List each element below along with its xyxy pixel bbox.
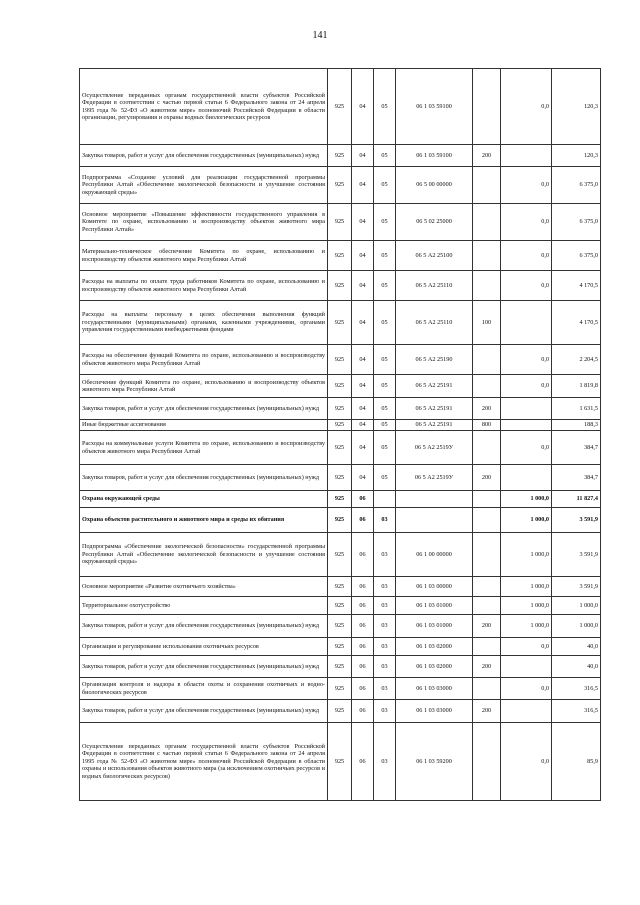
amount-2-cell: 316,5 — [552, 678, 601, 700]
target-article-cell: 06 5 А2 25110 — [396, 271, 473, 301]
table-row — [80, 301, 601, 345]
subsection-code-cell: 03 — [374, 577, 396, 597]
expense-type-cell — [473, 638, 501, 656]
amount-2-cell: 4 170,5 — [552, 271, 601, 301]
section-code-cell: 04 — [352, 145, 374, 167]
table-row — [80, 638, 601, 656]
expense-name-cell: Расходы на выплаты по оплате труда работников Комитета по охране, использованию и воспроизводству объектов животного мира Республики Алтай — [80, 271, 328, 301]
amount-2-cell: 384,7 — [552, 465, 601, 491]
expense-type-cell: 200 — [473, 615, 501, 638]
expense-type-cell — [473, 723, 501, 801]
amount-2-cell: 3 591,9 — [552, 533, 601, 577]
amount-1-cell — [501, 656, 552, 678]
expense-name-cell: Подпрограмма «Обеспечение экологической безопасности» государственной программы Республики Алтай «Обеспечение экологической безопасности и улучшение состояния окружающей среды» — [80, 533, 328, 577]
section-code-cell: 04 — [352, 69, 374, 145]
amount-1-cell: 1 000,0 — [501, 491, 552, 508]
expense-type-cell — [473, 533, 501, 577]
section-code-cell: 04 — [352, 398, 374, 420]
section-code-cell: 06 — [352, 533, 374, 577]
section-code-cell: 06 — [352, 491, 374, 508]
subsection-code-cell: 03 — [374, 508, 396, 533]
target-article-cell: 06 5 А2 2519У — [396, 465, 473, 491]
subsection-code-cell: 03 — [374, 638, 396, 656]
expense-name-cell: Охрана окружающей среды — [80, 491, 328, 508]
amount-2-cell: 384,7 — [552, 431, 601, 465]
administrator-code-cell: 925 — [328, 508, 352, 533]
administrator-code-cell: 925 — [328, 678, 352, 700]
amount-2-cell: 4 170,5 — [552, 301, 601, 345]
expense-type-cell: 200 — [473, 398, 501, 420]
table-row — [80, 271, 601, 301]
expense-type-cell — [473, 271, 501, 301]
table-row — [80, 678, 601, 700]
expense-type-cell — [473, 375, 501, 398]
table-row — [80, 723, 601, 801]
section-code-cell: 06 — [352, 597, 374, 615]
expense-name-cell: Закупка товаров, работ и услуг для обеспечения государственных (муниципальных) нужд — [80, 398, 328, 420]
amount-1-cell: 0,0 — [501, 638, 552, 656]
subsection-code-cell: 03 — [374, 723, 396, 801]
target-article-cell: 06 5 А2 25191 — [396, 375, 473, 398]
expense-name-cell: Материально-техническое обеспечение Комитета по охране, использованию и воспроизводству объектов животного мира Республики Алтай — [80, 241, 328, 271]
section-code-cell: 06 — [352, 577, 374, 597]
expense-name-cell: Закупка товаров, работ и услуг для обеспечения государственных (муниципальных) нужд — [80, 615, 328, 638]
target-article-cell: 06 1 03 03000 — [396, 700, 473, 723]
subsection-code-cell: 03 — [374, 700, 396, 723]
amount-1-cell: 0,0 — [501, 345, 552, 375]
target-article-cell — [396, 508, 473, 533]
amount-2-cell: 316,5 — [552, 700, 601, 723]
target-article-cell: 06 5 А2 25100 — [396, 241, 473, 271]
target-article-cell: 06 1 03 59100 — [396, 69, 473, 145]
amount-1-cell: 1 000,0 — [501, 615, 552, 638]
expense-name-cell: Обеспечение функций Комитета по охране, использованию и воспроизводству объектов животного мира Республики Алтай — [80, 375, 328, 398]
amount-2-cell: 40,0 — [552, 638, 601, 656]
table-row — [80, 508, 601, 533]
section-code-cell: 04 — [352, 431, 374, 465]
expense-name-cell: Осуществление переданных органам государственной власти субъектов Российской Федерации в соответствии с частью первой статьи 6 Федерального закона от 24 апреля 1995 года № 52-ФЗ «О животном мире» полномочий Российской Федерации в области организации, регулирования и охраны водных биологических ресурсов — [80, 69, 328, 145]
administrator-code-cell: 925 — [328, 301, 352, 345]
section-code-cell: 06 — [352, 723, 374, 801]
expense-type-cell — [473, 491, 501, 508]
table-row — [80, 420, 601, 431]
table-row — [80, 431, 601, 465]
expense-type-cell — [473, 167, 501, 204]
section-code-cell: 04 — [352, 241, 374, 271]
budget-table — [79, 68, 601, 801]
amount-1-cell — [501, 465, 552, 491]
amount-2-cell: 1 000,0 — [552, 597, 601, 615]
expense-name-cell: Расходы на обеспечение функций Комитета по охране, использованию и воспроизводству объектов животного мира Республики Алтай — [80, 345, 328, 375]
target-article-cell: 06 5 А2 25190 — [396, 345, 473, 375]
table-row — [80, 491, 601, 508]
target-article-cell: 06 5 А2 25191 — [396, 420, 473, 431]
expense-name-cell: Иные бюджетные ассигнования — [80, 420, 328, 431]
subsection-code-cell: 05 — [374, 271, 396, 301]
subsection-code-cell: 05 — [374, 241, 396, 271]
administrator-code-cell: 925 — [328, 271, 352, 301]
subsection-code-cell: 05 — [374, 301, 396, 345]
administrator-code-cell: 925 — [328, 375, 352, 398]
amount-2-cell: 85,9 — [552, 723, 601, 801]
subsection-code-cell: 05 — [374, 431, 396, 465]
amount-2-cell: 2 204,5 — [552, 345, 601, 375]
amount-1-cell — [501, 398, 552, 420]
table-row — [80, 69, 601, 145]
target-article-cell: 06 1 03 59100 — [396, 145, 473, 167]
expense-name-cell: Закупка товаров, работ и услуг для обеспечения государственных (муниципальных) нужд — [80, 700, 328, 723]
administrator-code-cell: 925 — [328, 465, 352, 491]
subsection-code-cell: 05 — [374, 167, 396, 204]
budget-table-body — [80, 69, 601, 801]
target-article-cell: 06 5 00 00000 — [396, 167, 473, 204]
administrator-code-cell: 925 — [328, 723, 352, 801]
table-row — [80, 204, 601, 241]
target-article-cell: 06 5 А2 25110 — [396, 301, 473, 345]
target-article-cell: 06 1 03 01000 — [396, 597, 473, 615]
amount-2-cell: 6 375,0 — [552, 167, 601, 204]
subsection-code-cell: 05 — [374, 145, 396, 167]
table-row — [80, 656, 601, 678]
expense-name-cell: Организация контроля и надзора в области охоты и сохранения охотничьих и водно-биологических ресурсов — [80, 678, 328, 700]
administrator-code-cell: 925 — [328, 420, 352, 431]
section-code-cell: 06 — [352, 508, 374, 533]
expense-type-cell: 200 — [473, 465, 501, 491]
target-article-cell: 06 5 А2 2519У — [396, 431, 473, 465]
administrator-code-cell: 925 — [328, 145, 352, 167]
subsection-code-cell: 05 — [374, 69, 396, 145]
subsection-code-cell: 03 — [374, 678, 396, 700]
expense-type-cell: 100 — [473, 301, 501, 345]
amount-2-cell: 188,3 — [552, 420, 601, 431]
administrator-code-cell: 925 — [328, 398, 352, 420]
expense-type-cell — [473, 204, 501, 241]
subsection-code-cell: 05 — [374, 465, 396, 491]
section-code-cell: 04 — [352, 420, 374, 431]
subsection-code-cell: 05 — [374, 204, 396, 241]
expense-name-cell: Основное мероприятие «Развитие охотничьего хозяйства» — [80, 577, 328, 597]
expense-name-cell: Основное мероприятие «Повышение эффективности государственного управления в Комитете по охране, использованию и воспроизводству объектов животного мира Республики Алтай» — [80, 204, 328, 241]
subsection-code-cell: 05 — [374, 420, 396, 431]
section-code-cell: 04 — [352, 375, 374, 398]
target-article-cell: 06 1 03 02000 — [396, 638, 473, 656]
subsection-code-cell: 03 — [374, 533, 396, 577]
expense-name-cell: Закупка товаров, работ и услуг для обеспечения государственных (муниципальных) нужд — [80, 145, 328, 167]
amount-2-cell: 1 000,0 — [552, 615, 601, 638]
expense-type-cell — [473, 431, 501, 465]
administrator-code-cell: 925 — [328, 597, 352, 615]
table-row — [80, 345, 601, 375]
amount-1-cell: 0,0 — [501, 723, 552, 801]
section-code-cell: 06 — [352, 678, 374, 700]
amount-2-cell: 11 827,4 — [552, 491, 601, 508]
target-article-cell — [396, 491, 473, 508]
target-article-cell: 06 1 03 03000 — [396, 678, 473, 700]
amount-2-cell: 3 591,9 — [552, 577, 601, 597]
expense-name-cell: Территориальное охотустройство — [80, 597, 328, 615]
amount-1-cell: 0,0 — [501, 375, 552, 398]
administrator-code-cell: 925 — [328, 167, 352, 204]
expense-name-cell: Закупка товаров, работ и услуг для обеспечения государственных (муниципальных) нужд — [80, 465, 328, 491]
administrator-code-cell: 925 — [328, 431, 352, 465]
amount-1-cell: 1 000,0 — [501, 597, 552, 615]
administrator-code-cell: 925 — [328, 615, 352, 638]
expense-type-cell — [473, 577, 501, 597]
section-code-cell: 06 — [352, 656, 374, 678]
amount-2-cell: 1 819,8 — [552, 375, 601, 398]
subsection-code-cell: 05 — [374, 398, 396, 420]
section-code-cell: 06 — [352, 638, 374, 656]
table-row — [80, 398, 601, 420]
amount-1-cell: 0,0 — [501, 69, 552, 145]
amount-2-cell: 3 591,9 — [552, 508, 601, 533]
administrator-code-cell: 925 — [328, 638, 352, 656]
administrator-code-cell: 925 — [328, 241, 352, 271]
expense-type-cell — [473, 678, 501, 700]
expense-name-cell: Организация и регулирование использования охотничьих ресурсов — [80, 638, 328, 656]
table-row — [80, 167, 601, 204]
amount-2-cell: 1 631,5 — [552, 398, 601, 420]
amount-1-cell: 0,0 — [501, 431, 552, 465]
target-article-cell: 06 1 03 02000 — [396, 656, 473, 678]
expense-name-cell: Закупка товаров, работ и услуг для обеспечения государственных (муниципальных) нужд — [80, 656, 328, 678]
administrator-code-cell: 925 — [328, 700, 352, 723]
expense-type-cell: 200 — [473, 656, 501, 678]
table-row — [80, 597, 601, 615]
expense-name-cell: Осуществление переданных органам государственной власти субъектов Российской Федерации в соответствии с частью первой статьи 6 Федерального закона от 24 апреля 1995 года № 52-ФЗ «О животном мире» полномочий Российской Федерации в области охраны и использования объектов животного мира (за исключением охотничьих ресурсов и водных биологических ресурсов) — [80, 723, 328, 801]
amount-1-cell: 0,0 — [501, 241, 552, 271]
administrator-code-cell: 925 — [328, 345, 352, 375]
table-row — [80, 465, 601, 491]
table-row — [80, 145, 601, 167]
expense-name-cell: Расходы на выплаты персоналу в целях обеспечения выполнения функций государственными (муниципальными) органами, казенными учреждениями, органами управления государственными внебюджетными фондами — [80, 301, 328, 345]
administrator-code-cell: 925 — [328, 577, 352, 597]
amount-1-cell: 0,0 — [501, 204, 552, 241]
subsection-code-cell: 05 — [374, 375, 396, 398]
subsection-code-cell: 03 — [374, 597, 396, 615]
amount-1-cell: 0,0 — [501, 167, 552, 204]
amount-1-cell — [501, 301, 552, 345]
subsection-code-cell: 05 — [374, 345, 396, 375]
expense-name-cell: Расходы на коммунальные услуги Комитета по охране, использованию и воспроизводству объектов животного мира Республики Алтай — [80, 431, 328, 465]
table-row — [80, 375, 601, 398]
section-code-cell: 06 — [352, 700, 374, 723]
section-code-cell: 04 — [352, 271, 374, 301]
subsection-code-cell — [374, 491, 396, 508]
expense-type-cell — [473, 508, 501, 533]
expense-type-cell: 200 — [473, 700, 501, 723]
subsection-code-cell: 03 — [374, 656, 396, 678]
administrator-code-cell: 925 — [328, 533, 352, 577]
table-row — [80, 615, 601, 638]
expense-name-cell: Охрана объектов растительного и животного мира и среды их обитания — [80, 508, 328, 533]
administrator-code-cell: 925 — [328, 656, 352, 678]
target-article-cell: 06 1 00 00000 — [396, 533, 473, 577]
amount-1-cell: 1 000,0 — [501, 508, 552, 533]
expense-type-cell — [473, 345, 501, 375]
amount-1-cell: 1 000,0 — [501, 577, 552, 597]
section-code-cell: 04 — [352, 345, 374, 375]
expense-type-cell — [473, 69, 501, 145]
amount-2-cell: 120,3 — [552, 145, 601, 167]
target-article-cell: 06 1 03 01000 — [396, 615, 473, 638]
amount-1-cell — [501, 145, 552, 167]
table-row — [80, 577, 601, 597]
expense-type-cell — [473, 597, 501, 615]
target-article-cell: 06 5 02 25000 — [396, 204, 473, 241]
expense-type-cell: 800 — [473, 420, 501, 431]
expense-name-cell: Подпрограмма «Создание условий для реализации государственной программы Республики Алтай «Обеспечение экологической безопасности и улучшение состояния окружающей среды» — [80, 167, 328, 204]
target-article-cell: 06 1 03 59200 — [396, 723, 473, 801]
section-code-cell: 04 — [352, 204, 374, 241]
expense-type-cell — [473, 241, 501, 271]
administrator-code-cell: 925 — [328, 204, 352, 241]
expense-type-cell: 200 — [473, 145, 501, 167]
page-number: 141 — [312, 30, 328, 41]
section-code-cell: 04 — [352, 301, 374, 345]
administrator-code-cell: 925 — [328, 69, 352, 145]
amount-2-cell: 120,3 — [552, 69, 601, 145]
target-article-cell: 06 1 03 00000 — [396, 577, 473, 597]
amount-1-cell: 0,0 — [501, 271, 552, 301]
amount-2-cell: 6 375,0 — [552, 241, 601, 271]
section-code-cell: 06 — [352, 615, 374, 638]
subsection-code-cell: 03 — [374, 615, 396, 638]
administrator-code-cell: 925 — [328, 491, 352, 508]
section-code-cell: 04 — [352, 465, 374, 491]
amount-1-cell: 0,0 — [501, 678, 552, 700]
amount-2-cell: 40,0 — [552, 656, 601, 678]
section-code-cell: 04 — [352, 167, 374, 204]
table-row — [80, 241, 601, 271]
table-row — [80, 700, 601, 723]
amount-1-cell — [501, 700, 552, 723]
table-row — [80, 533, 601, 577]
amount-1-cell: 1 000,0 — [501, 533, 552, 577]
target-article-cell: 06 5 А2 25191 — [396, 398, 473, 420]
amount-2-cell: 6 375,0 — [552, 204, 601, 241]
amount-1-cell — [501, 420, 552, 431]
